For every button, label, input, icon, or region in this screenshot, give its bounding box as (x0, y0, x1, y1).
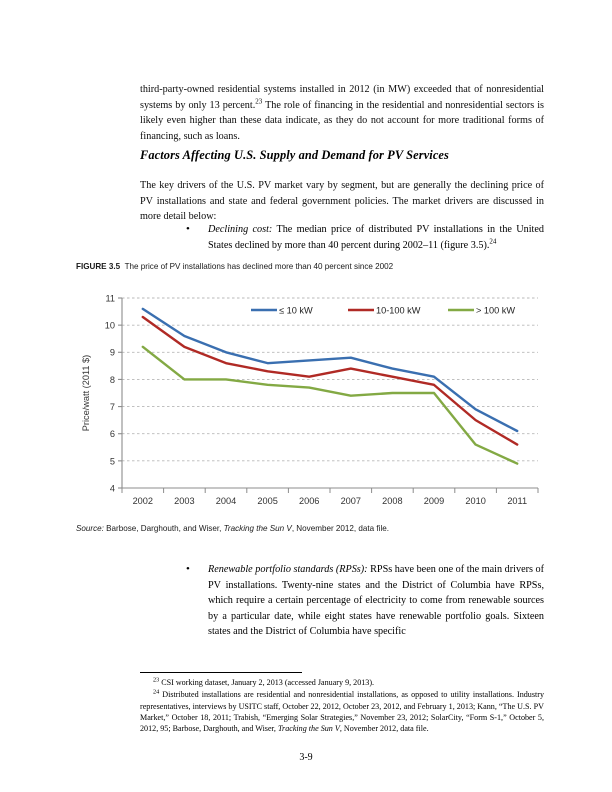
svg-text:2005: 2005 (257, 496, 278, 506)
svg-text:2004: 2004 (215, 496, 237, 506)
svg-text:2010: 2010 (465, 496, 486, 506)
figure-source-post: , November 2012, data file. (291, 524, 389, 533)
svg-text:2006: 2006 (298, 496, 320, 506)
footnote-24-tail: , November 2012, data file. (339, 724, 429, 734)
bullet-marker-icon: • (186, 223, 190, 235)
paragraph-intro-text: third-party-owned residential systems installed in 2012 (in MW) exceeded that of nonresidential systems by only 13 percent. (140, 84, 544, 111)
chart-canvas (76, 288, 546, 520)
footnote-separator-rule (140, 672, 302, 673)
bullet-rps-lead: Renewable portfolio standards (RPSs): (208, 564, 368, 575)
figure-source-pre: Barbose, Darghouth, and Wiser, (103, 524, 224, 533)
figure-source-note (76, 524, 546, 533)
svg-text:7: 7 (109, 401, 115, 412)
figure-caption-text: The price of PV installations has declined more than 40 percent since 2002 (124, 262, 394, 271)
svg-text:2003: 2003 (174, 496, 195, 506)
footnote-24-text: Distributed installations are residential and nonresidential installations, as opposed to utility installations. Industry representatives, interviews by USITC staff, October 22, 2012, October 23, 2012, and February 1, 2013; Kann, “The U.S. PV Market,” October 18, 2011; Trabish, “Emerging Solar Strategies,” November 23, 2012; SolarCity, “Form S-1,” October 5, 2012, 95; Barbose, Darghouth, and Wiser, (140, 690, 544, 734)
figure-source-lead: Source: (76, 524, 104, 533)
page-number: 3-9 (299, 752, 313, 763)
figure-3-5-chart (76, 288, 546, 520)
svg-text:6: 6 (109, 429, 115, 440)
figure-label: FIGURE 3.5 (76, 262, 121, 271)
footnote-23-text: CSI working dataset, January 2, 2013 (accessed January 9, 2013). (161, 678, 375, 687)
chart-x-tick-labels (133, 496, 528, 506)
svg-text:10: 10 (104, 320, 115, 331)
svg-text:2007: 2007 (340, 496, 362, 506)
footnote-ref-23: 23 (255, 97, 263, 106)
figure-caption (76, 262, 546, 271)
footnote-24-title: Tracking the Sun V (277, 724, 340, 734)
chart-axes (118, 298, 538, 488)
bullet-declining-cost-body (208, 222, 544, 253)
svg-text:5: 5 (109, 456, 115, 467)
svg-text:≤ 10 kW: ≤ 10 kW (279, 305, 313, 316)
svg-text:2011: 2011 (507, 496, 528, 506)
bullet-declining-cost-text: The median price of distributed PV installations in the United States declined by more than 40 percent during 2002–11 (figure 3.5). (208, 224, 544, 251)
bullet-declining-cost (186, 222, 544, 253)
paragraph-intro-rest: The role of financing in the residential and nonresidential sectors is likely even higher than these data indicate, as they do not account for more traditional forms of financing, such as loans. (140, 99, 544, 142)
footnote-24-marker: 24 (153, 688, 160, 696)
figure-source-title: Tracking the Sun V (223, 524, 292, 533)
footnote-24 (140, 689, 544, 734)
section-heading: Factors Affecting U.S. Supply and Demand for PV Services (140, 148, 449, 163)
svg-text:10-100 kW: 10-100 kW (376, 305, 421, 316)
paragraph-intro (140, 82, 544, 144)
footnote-23 (140, 677, 544, 688)
svg-text:2002: 2002 (132, 496, 154, 506)
bullet-rps-body (208, 562, 544, 640)
svg-text:> 100 kW: > 100 kW (476, 305, 516, 316)
svg-text:4: 4 (109, 483, 115, 494)
chart-y-axis-label (81, 355, 91, 431)
footnote-23-marker: 23 (153, 676, 160, 684)
paragraph-market-drivers: The key drivers of the U.S. PV market vary by segment, but are generally the declining price of PV installations and state and federal government policies. The market drivers are discussed in more detail below: (140, 180, 544, 223)
chart-legend (251, 305, 515, 315)
chart-y-tick-labels (105, 293, 115, 493)
bullet-marker-icon: • (186, 563, 190, 575)
chart-x-tick-marks (122, 488, 538, 493)
svg-text:Price/watt (2011 $): Price/watt (2011 $) (81, 354, 91, 432)
bullet-rps-text: RPSs have been one of the main drivers of PV installations. Twenty-nine states and the District of Columbia have RPSs, which require a certain percentage of electricity to come from renewable sources by a particular date, while eight states have renewable portfolio goals. Sixteen states and the District of Columbia have specific (208, 564, 544, 638)
bullet-renewable-portfolio-standards (186, 562, 544, 640)
svg-text:2008: 2008 (382, 496, 403, 506)
footnote-block (140, 672, 544, 735)
svg-text:11: 11 (105, 293, 115, 304)
svg-text:2009: 2009 (423, 496, 445, 506)
svg-text:8: 8 (109, 374, 115, 385)
footnote-ref-24: 24 (489, 237, 497, 246)
bullet-declining-cost-lead: Declining cost: (208, 224, 273, 235)
svg-text:9: 9 (109, 347, 115, 358)
chart-series-lines (143, 309, 517, 464)
